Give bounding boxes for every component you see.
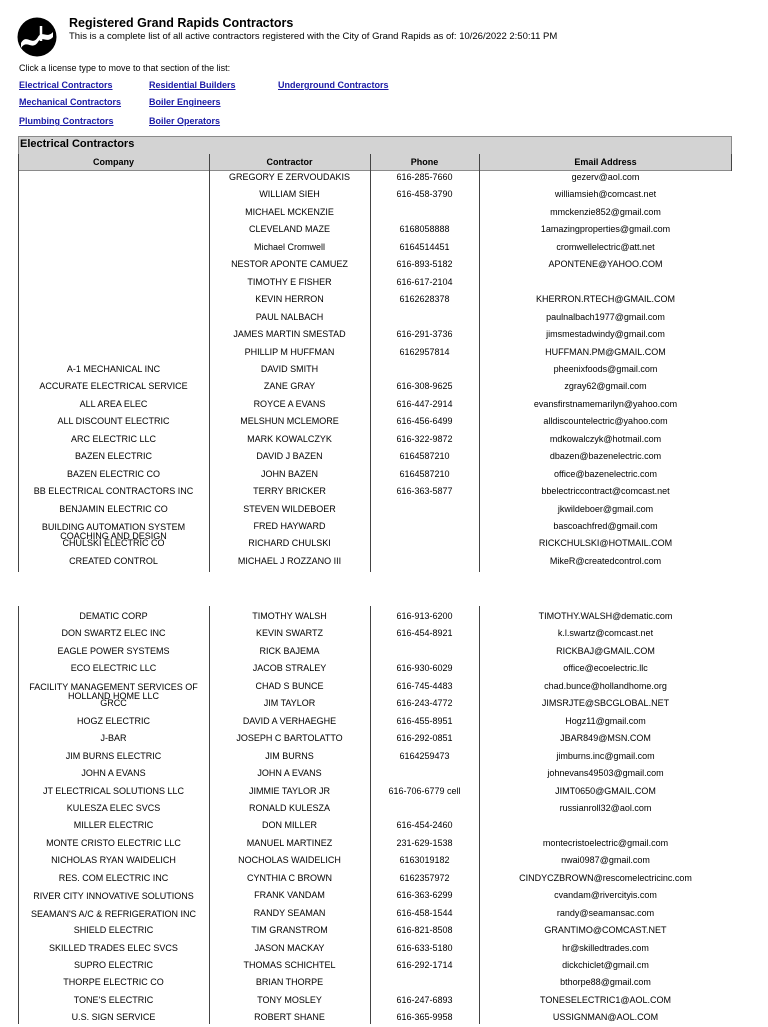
contractor-cell: NOCHOLAS WAIDELICH [238, 855, 341, 866]
phone-cell: 6162957814 [399, 346, 450, 357]
email-cell: office@ecoelectric.llc [563, 663, 648, 674]
email-cell: MikeR@createdcontrol.com [549, 555, 662, 566]
contractor-cell: CLEVELAND MAZE [248, 224, 331, 235]
email-cell: jimsmestadwindy@gmail.com [546, 329, 665, 340]
email-cell: bthorpe88@gmail.com [560, 977, 651, 988]
contractor-cell: FRED HAYWARD [253, 521, 326, 531]
company-cell: SEAMAN'S A/C & REFRIGERATION INC [30, 908, 197, 919]
phone-cell: 6164587210 [399, 468, 450, 479]
company-cell [18, 291, 209, 309]
company-cell: ARC ELECTRIC LLC [70, 433, 157, 444]
nav-instruction: Click a license type to move to that section of the list: [19, 63, 231, 73]
contractor-cell: TONY MOSLEY [257, 994, 322, 1005]
email-cell: johnevans49503@gmail.com [547, 768, 664, 779]
company-cell: JIM BURNS ELECTRIC [65, 750, 162, 761]
phone-cell [370, 518, 479, 536]
email-cell: office@bazenelectric.com [553, 468, 658, 479]
phone-cell [370, 553, 479, 571]
email-cell: APONTENE@YAHOO.COM [548, 259, 663, 270]
phone-cell [370, 643, 479, 661]
company-cell: BB ELECTRICAL CONTRACTORS INC [33, 486, 194, 497]
phone-cell: 616-291-3736 [396, 329, 453, 340]
phone-cell [370, 800, 479, 818]
email-cell: GRANTIMO@COMCAST.NET [544, 925, 667, 936]
email-cell [479, 817, 732, 835]
contractor-cell: JIMMIE TAYLOR JR [248, 785, 330, 796]
company-cell [18, 274, 209, 292]
company-cell: BENJAMIN ELECTRIC CO [59, 503, 168, 514]
contractor-cell: KEVIN HERRON [255, 294, 324, 305]
phone-cell: 616-745-4483 [396, 680, 453, 691]
email-cell: CINDYCZBROWN@rescomelectricinc.com [519, 872, 692, 883]
company-cell: NICHOLAS RYAN WAIDELICH [51, 855, 176, 866]
phone-cell: 616-617-2104 [396, 276, 453, 287]
link-electrical-contractors[interactable]: Electrical Contractors [19, 80, 113, 90]
phone-cell: 6163019182 [399, 855, 450, 866]
phone-cell: 616-247-6893 [396, 994, 453, 1005]
phone-cell: 616-930-6029 [396, 663, 453, 674]
email-cell: mdkowalczyk@hotmail.com [549, 433, 662, 444]
column-header-contractor: Contractor [266, 157, 313, 167]
contractor-cell: MARK KOWALCZYK [247, 433, 332, 444]
company-cell [18, 256, 209, 274]
contractor-cell: GREGORY E ZERVOUDAKIS [228, 172, 351, 182]
email-cell: RICKBAJ@GMAIL.COM [556, 645, 655, 656]
phone-cell: 6164514451 [399, 241, 450, 252]
email-cell: cromwellelectric@att.net [556, 241, 655, 252]
company-cell: RIVER CITY INNOVATIVE SOLUTIONS [33, 891, 194, 902]
company-cell: MONTE CRISTO ELECTRIC LLC [46, 837, 181, 848]
email-cell: paulnalbach1977@gmail.com [546, 311, 665, 322]
phone-cell: 616-285-7660 [396, 172, 453, 182]
phone-cell [370, 974, 479, 992]
email-cell: jimburns.inc@gmail.com [556, 750, 655, 761]
company-cell [18, 239, 209, 257]
contractor-cell: JASON MACKAY [254, 942, 325, 953]
link-boiler-operators[interactable]: Boiler Operators [149, 116, 221, 126]
contractor-cell: WILLIAM SIEH [259, 189, 320, 200]
email-cell: russianroll32@aol.com [559, 802, 652, 813]
phone-cell: 6168058888 [399, 224, 450, 235]
email-cell: RICKCHULSKI@HOTMAIL.COM [538, 538, 673, 549]
phone-cell: 616-633-5180 [396, 942, 453, 953]
company-cell: SUPRO ELECTRIC [73, 960, 153, 970]
contractor-cell: DON MILLER [261, 820, 317, 831]
phone-cell [370, 765, 479, 783]
contractor-cell: PAUL NALBACH [255, 311, 324, 322]
email-cell: Hogz11@gmail.com [565, 715, 646, 726]
page-title: Registered Grand Rapids Contractors [69, 16, 294, 30]
company-cell: ACCURATE ELECTRICAL SERVICE [39, 381, 188, 392]
email-cell: TIMOTHY.WALSH@dematic.com [538, 611, 673, 621]
email-cell: zgray62@gmail.com [564, 381, 647, 392]
phone-cell: 616-322-9872 [396, 433, 453, 444]
company-cell: EAGLE POWER SYSTEMS [57, 645, 170, 656]
company-cell: TONE'S ELECTRIC [73, 994, 154, 1005]
email-cell: randy@seamansac.com [556, 907, 655, 918]
phone-cell: 616-913-6200 [396, 611, 453, 621]
contractor-cell: JACOB STRALEY [252, 663, 327, 674]
company-cell: KULESZA ELEC SVCS [66, 802, 161, 813]
phone-cell: 616-308-9625 [396, 381, 453, 392]
email-cell: cvandam@rivercityis.com [554, 890, 657, 901]
phone-cell: 616-458-1544 [396, 907, 453, 918]
phone-cell [370, 361, 479, 379]
contractor-cell: TIMOTHY E FISHER [247, 276, 332, 287]
phone-cell: 616-455-8951 [396, 715, 453, 726]
contractor-cell: ZANE GRAY [263, 381, 316, 392]
company-cell: J-BAR [100, 733, 127, 744]
company-cell: ECO ELECTRIC LLC [70, 663, 157, 674]
contractor-cell: MANUEL MARTINEZ [246, 837, 333, 848]
company-cell: A-1 MECHANICAL INC [66, 363, 161, 374]
email-cell: gezerv@aol.com [571, 172, 640, 182]
email-cell: KHERRON.RTECH@GMAIL.COM [536, 294, 675, 305]
email-cell: JBAR849@MSN.COM [560, 733, 651, 744]
phone-cell: 616-363-5877 [396, 486, 453, 497]
phone-cell [370, 309, 479, 327]
contractor-cell: JAMES MARTIN SMESTAD [233, 329, 346, 340]
contractor-cell: ROBERT SHANE [254, 1012, 325, 1023]
email-cell: bbelectriccontract@comcast.net [541, 486, 670, 497]
company-cell: RES. COM ELECTRIC INC [58, 872, 169, 883]
contractor-cell: MICHAEL MCKENZIE [245, 206, 334, 217]
contractor-cell: CHAD S BUNCE [255, 680, 324, 691]
contractor-cell: JIM BURNS [265, 750, 314, 761]
email-cell: HUFFMAN.PM@GMAIL.COM [545, 346, 666, 357]
contractor-cell: BRIAN THORPE [255, 977, 324, 988]
phone-cell: 616-893-5182 [396, 259, 453, 270]
company-cell: SKILLED TRADES ELEC SVCS [49, 942, 178, 953]
contractor-cell: RICHARD CHULSKI [248, 538, 331, 549]
contractor-cell: THOMAS SCHICHTEL [243, 960, 336, 970]
phone-cell: 6162357972 [399, 872, 450, 883]
company-cell [18, 344, 209, 362]
contractor-cell: RICK BAJEMA [259, 645, 320, 656]
company-cell: U.S. SIGN SERVICE [71, 1012, 156, 1023]
email-cell: chad.bunce@hollandhome.org [544, 680, 667, 691]
company-cell: CREATED CONTROL [69, 555, 158, 566]
company-cell: THORPE ELECTRIC CO [63, 977, 164, 988]
phone-cell: 616-706-6779 cell [388, 785, 461, 796]
company-cell: DEMATIC CORP [79, 611, 148, 621]
contractor-cell: DAVID SMITH [260, 363, 319, 374]
link-plumbing-contractors[interactable]: Plumbing Contractors [19, 116, 114, 126]
phone-cell: 616-456-6499 [396, 416, 453, 427]
contractor-cell: TERRY BRICKER [253, 486, 326, 497]
email-cell: montecristoelectric@gmail.com [542, 837, 669, 848]
contractor-cell: MICHAEL J ROZZANO III [237, 555, 342, 566]
email-cell: JIMT0650@GMAIL.COM [555, 785, 656, 796]
phone-cell: 616-821-8508 [396, 925, 453, 936]
email-cell [479, 274, 732, 292]
contractor-cell: JIM TAYLOR [263, 698, 316, 709]
contractor-cell: PHILLIP M HUFFMAN [244, 346, 335, 357]
email-cell: dbazen@bazenelectric.com [549, 451, 662, 462]
email-cell: williamsieh@comcast.net [554, 189, 657, 200]
company-cell: BAZEN ELECTRIC CO [66, 468, 160, 479]
phone-cell: 616-458-3790 [396, 189, 453, 200]
company-cell: ALL AREA ELEC [79, 398, 148, 409]
company-cell: JOHN A EVANS [81, 768, 146, 779]
company-cell: SHIELD ELECTRIC [73, 925, 154, 936]
email-cell: k.l.swartz@comcast.net [557, 628, 654, 639]
column-header-email: Email Address [574, 157, 637, 167]
link-residential-builders[interactable]: Residential Builders [149, 80, 236, 90]
email-cell: hr@skilledtrades.com [562, 942, 649, 953]
contractor-cell: CYNTHIA C BROWN [246, 872, 332, 883]
company-cell: JT ELECTRICAL SOLUTIONS LLC [42, 785, 185, 796]
company-cell [18, 309, 209, 327]
column-header-phone: Phone [410, 157, 439, 167]
email-cell: nwai0987@gmail.com [561, 855, 650, 866]
phone-cell [370, 204, 479, 222]
email-cell: dickchiclet@gmail.cm [562, 960, 649, 970]
company-cell: BAZEN ELECTRIC [74, 451, 152, 462]
company-cell: BUILDING AUTOMATION SYSTEM COACHING AND DESIGN [41, 522, 186, 541]
phone-cell: 616-292-0851 [396, 733, 453, 744]
email-cell: JIMSRJTE@SBCGLOBAL.NET [541, 698, 670, 709]
contractor-cell: RONALD KULESZA [248, 802, 331, 813]
email-cell: TONESELECTRIC1@AOL.COM [540, 994, 671, 1005]
company-cell: CHULSKI ELECTRIC CO [62, 538, 165, 549]
contractor-cell: KEVIN SWARTZ [255, 628, 323, 639]
phone-cell [370, 535, 479, 553]
phone-cell: 616-365-9958 [396, 1012, 453, 1023]
phone-cell: 616-292-1714 [396, 960, 453, 970]
page-subtitle: This is a complete list of all active contractors registered with the City of Grand Rapids as of: 10/26/2022 2:50:11 PM [69, 31, 558, 42]
email-cell: pheenixfoods@gmail.com [553, 363, 658, 374]
company-cell: FACILITY MANAGEMENT SERVICES OF HOLLAND HOME LLC [29, 681, 198, 701]
section-title: Electrical Contractors [20, 138, 135, 150]
company-cell: DON SWARTZ ELEC INC [61, 628, 166, 639]
email-cell: jkwildeboer@gmail.com [557, 503, 654, 514]
phone-cell: 6164587210 [399, 451, 450, 462]
company-cell [18, 186, 209, 204]
email-cell: mmckenzie852@gmail.com [550, 206, 661, 217]
email-cell: bascoachfred@gmail.com [553, 521, 658, 531]
email-cell: evansfirstnamemarilyn@yahoo.com [533, 398, 678, 409]
contractor-cell: JOSEPH C BARTOLATTO [236, 733, 343, 744]
company-cell [18, 169, 209, 187]
phone-cell: 616-363-6299 [396, 890, 453, 901]
phone-cell: 231-629-1538 [396, 837, 453, 848]
contractor-cell: DAVID J BAZEN [256, 451, 323, 462]
company-cell [18, 204, 209, 222]
contractor-cell: TIM GRANSTROM [251, 925, 328, 936]
contractor-cell: JOHN BAZEN [260, 468, 318, 479]
email-cell: 1amazingproperties@gmail.com [540, 224, 671, 235]
contractor-cell: NESTOR APONTE CAMUEZ [231, 259, 348, 270]
phone-cell: 6164259473 [399, 750, 450, 761]
contractor-cell: STEVEN WILDEBOER [243, 503, 336, 514]
phone-cell: 616-243-4772 [396, 698, 453, 709]
column-header-company: Company [92, 157, 134, 167]
phone-cell [370, 501, 479, 519]
company-cell: GRCC [100, 698, 127, 709]
email-cell: USSIGNMAN@AOL.COM [552, 1012, 659, 1023]
email-cell: alldiscountelectric@yahoo.com [543, 416, 668, 427]
contractor-cell: ROYCE A EVANS [253, 398, 326, 409]
company-cell: HOGZ ELECTRIC [76, 715, 150, 726]
phone-cell: 616-454-2460 [396, 820, 453, 831]
company-cell [18, 221, 209, 239]
city-logo-icon [17, 17, 57, 57]
link-mechanical-contractors[interactable]: Mechanical Contractors [19, 97, 122, 107]
contractor-cell: Michael Cromwell [253, 241, 325, 252]
link-boiler-engineers[interactable]: Boiler Engineers [149, 97, 221, 107]
contractor-cell: MELSHUN MCLEMORE [240, 416, 339, 427]
contractor-cell: DAVID A VERHAEGHE [242, 715, 337, 726]
phone-cell: 6162628378 [399, 294, 450, 305]
contractor-cell: RANDY SEAMAN [253, 907, 326, 918]
phone-cell: 616-454-8921 [396, 628, 453, 639]
company-cell: MILLER ELECTRIC [73, 820, 154, 831]
phone-cell: 616-447-2914 [396, 398, 453, 409]
contractor-cell: FRANK VANDAM [254, 890, 325, 901]
contractor-cell: JOHN A EVANS [257, 768, 322, 779]
contractor-cell: TIMOTHY WALSH [252, 611, 327, 621]
company-cell: ALL DISCOUNT ELECTRIC [57, 416, 170, 427]
link-underground-contractors[interactable]: Underground Contractors [278, 80, 389, 90]
company-cell [18, 326, 209, 344]
